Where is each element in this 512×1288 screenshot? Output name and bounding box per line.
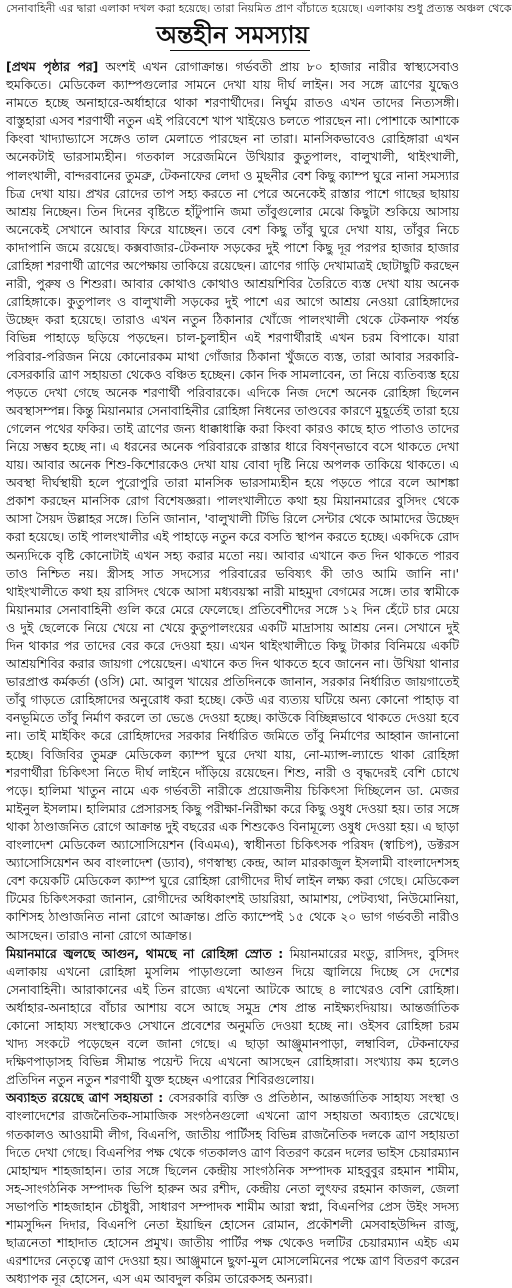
paragraph-2-text: মিয়ানমারের মংডু, রাসিদং, বুসিদং এলাকায় এখনো রোহিঙ্গা মুসলিম পাড়াগুলো আগুন দিয়ে জ্বালিয়ে দিচ্ছে সে দেশের সেনাবাহিনী। আরাকানের এই তিন রাজ্যে এখনো আটকে আছে ৪ লাখেরও বেশি রোহিঙ্গা। অর্ধাহার-অনাহারে বাঁচার আশায় বসে আছে সমুদ্র শেষ প্রান্ত নাইক্ষ্যংদিয়ায়। আন্তর্জাতিক কোনো সাহায্য সংস্থাকেও সেখানে প্রবেশের অনুমতি দেওয়া হচ্ছে না। ওইসব রোহিঙ্গা চরম খাদ্য সংকটে পড়েছেন বলে জানা গেছে। এ ছাড়া আঞ্জুমানপাড়া, লম্বাবিল, টেকনাফের দক্ষিণপাড়াসহ বিভিন্ন সীমান্ত পয়েন্ট দিয়ে এখনো আসছেন রোহিঙ্গারা। সংখ্যায় কম হলেও প্রতিদিন নতুন নতুন শরণার্থী যুক্ত হচ্ছেন এপারের শিবিরগুলোয়।: [6, 946, 459, 1088]
paragraph-3: [6, 1089, 459, 1288]
previous-article-continuation: সেনাবাহিনী এর দ্বারা এলাকা দখল করা হয়েছে। তারা নিয়মিত প্রাণ বাঁচাতে হয়েছে। এলাকায় শুধু প্রত্যন্ত অঞ্চল থেকে: [6, 2, 512, 15]
paragraph-3-text: বেসরকারি ব্যক্তি ও প্রতিষ্ঠান, আন্তর্জাতিক সাহায্য সংস্থা ও বাংলাদেশের রাজনৈতিক-সামাজিক সংগঠনগুলো এখনো ত্রাণ সহায়তা অব্যাহত রেখেছে। গতকালও আওয়ামী লীগ, বিএনপি, জাতীয় পার্টিসহ বিভিন্ন রাজনৈতিক দলকে ত্রাণ সহায়তা দিতে দেখা গেছে। বিএনপির পক্ষ থেকে গতকালও ত্রাণ বিতরণ করেন দলের ভাইস চেয়ারম্যান মোহাম্মদ শাহজাহান। তার সঙ্গে ছিলেন কেন্দ্রীয় সাংগঠনিক সম্পাদক মাহবুবুর রহমান শামীম, সহ-সাংগঠনিক সম্পাদক ভিপি হারুন অর রশীদ, কেন্দ্রীয় নেতা লুৎফর রহমান কাজল, জেলা সভাপতি শাহজাহান চৌধুরী, সাধারণ সম্পাদক শামীম আরা স্বপ্না, বিএনপির প্রেস উইং সদস্য শামসুদ্দিন দিদার, বিএনপি নেতা ইয়াছিন হোসেন রোমান, প্রকৌশলী মেসবাহউদ্দিন রাজু, ছাত্রনেতা শাহাদাত হোসেন প্রমুখ। জাতীয় পার্টির পক্ষ থেকেও দলটির চেয়ারম্যান এইচ এম এরশাদের নেতৃত্বে ত্রাণ দেওয়া হয়। আঞ্জুমানে ছুফা-মুল মোসলেমিনের পক্ষে ত্রাণ বিতরণ করেন অধ্যাপক নূর হোসেন, এস এম আবদুল করিম তারেকসহ অন্যরা।: [6, 1091, 459, 1287]
subhead-fire: মিয়ানমারে জ্বলছে আগুন, থামছে না রোহিঙ্গা স্রোত :: [6, 946, 284, 961]
paragraph-1: [6, 58, 459, 945]
article-body: [6, 58, 459, 1287]
article-headline: অন্তহীন সমস্যায়: [156, 20, 309, 49]
paragraph-1-text: অংশই এখন রোগাক্রান্ত। গর্ভবতী প্রায় ৮০ হাজার নারীর স্বাস্থ্যসেবাও হুমকিতে। মেডিকেল ক্যাম্পগুলোর সামনে দেখা যায় দীর্ঘ লাইন। সব সঙ্গে ত্রাণের যুদ্ধেও নামতে হচ্ছে অনাহারে-অর্ধাহারে থাকা শরণার্থীদের। নির্ঘুম রাতও এখন তাদের নিত্যসঙ্গী। বাস্তুহারা এসব শরণার্থী নতুন এই পরিবেশে খাপ খাইয়েও চলতে পারছেন না। পোশাকে আশাকে কিংবা খাদ্যাভ্যাসে সঙ্গেও তাল মেলাতে পারছেন না তারা। মানসিকভাবেও রোহিঙ্গারা এখন অনেকটাই ভারসাম্যহীন। গতকাল সরেজমিনে উখিয়ার কুতুপালং, বালুখালী, থাইংখালী, পালংখালী, বান্দরবানের তুমব্রু, টেকনাফের লেদা ও মুছনীর বেশ কিছু ক্যাম্প ঘুরে নানা সমস্যার চিত্র দেখা যায়। প্রখর রোদের তাপ সহ্য করতে না পেরে অনেকেই রাস্তার পাশে গাছের ছায়ায় আশ্রয় নিচ্ছেন। তিন দিনের বৃষ্টিতে হাঁটুপানি জমা তাঁবুগুলোর মেঝে কিছুটা শুকিয়ে আসায় অনেকেই সেখানে আবার ফিরে যাচ্ছেন। তবে বেশ কিছু তাঁবু ঘুরে দেখা যায়, তাঁবুর নিচে কাদাপানি জমে রয়েছে। কক্সবাজার-টেকনাফ সড়কের দুই পাশে কিছু দূর পরপর হাজার হাজার রোহিঙ্গা শরণার্থী ত্রাণের অপেক্ষায় তাকিয়ে রয়েছেন। ত্রাণের গাড়ি দেখামাত্রই ছোটাছুটি করছেন নারী, পুরুষ ও শিশুরা। আবার কোথাও কোথাও আশ্রয়শিবির তৈরিতে ব্যস্ত দেখা যায় অনেক রোহিঙ্গাকে। কুতুপালং ও বালুখালী সড়কের দুই পাশে এর আগে আশ্রয় নেওয়া রোহিঙ্গাদের উচ্ছেদ করা হয়েছে। তারাও এখন নতুন ঠিকানার খোঁজে পালংখালী থেকে টেকনাফ পর্যন্ত বিভিন্ন পাহাড়ে ছড়িয়ে পড়ছেন। চাল-চুলাহীন এই শরণার্থীরাই এখন চরম বিপাকে। যারা পরিবার-পরিজন নিয়ে কোনোরকম মাথা গোঁজার ঠিকানা খুঁজতে ব্যস্ত, তারা আবার সরকারি-বেসরকারি ত্রাণ সহায়তা থেকেও বঞ্চিত হচ্ছেন। কোন দিক সামলাবেন, তা নিয়ে ব্যতিব্যস্ত হয়ে পড়তে দেখা গেছে অনেক শরণার্থী পরিবারকে। এদিকে নিজ দেশে অনেক রোহিঙ্গা ছিলেন অবস্থাসম্পন্ন। কিন্তু মিয়ানমার সেনাবাহিনীর রোহিঙ্গা নিধনের তাণ্ডবের কারণে মুহূর্তেই তারা হয়ে গেলেন পথের ফকির। তাই ত্রাণের জন্য ধাক্কাধাক্কি করা কিংবা কারও কাছে হাত পাতাও তাদের নিয়ে সম্ভব হচ্ছে না। এ ধরনের অনেক পরিবারকে রাস্তার ধারে বিষণ্নভাবে বসে থাকতে দেখা যায়। আবার অনেক শিশু-কিশোরকেও দেখা যায় বোবা দৃষ্টি নিয়ে অপলক তাকিয়ে থাকতে। এ অবস্থা দীর্ঘস্থায়ী হলে পুরোপুরি তারা মানসিক ভারসাম্যহীন হয়ে পড়তে পারে বলে আশঙ্কা প্রকাশ করছেন মানসিক রোগ বিশেষজ্ঞরা। পালংখালীতে কথা হয় মিয়ানমারের বুসিদং থেকে আসা সৈয়দ উল্লাহর সঙ্গে। তিনি জানান, 'বালুখালী টিভি রিলে সেন্টার থেকে আমাদের উচ্ছেদ করা হয়েছে। তাই পালংখালীর এই পাহাড়ে নতুন করে বসতি স্থাপন করতে হচ্ছে। একদিকে রোদ অন্যদিকে বৃষ্টি কোনোটাই এখন সহ্য করার মতো নয়। আবার এখানে কত দিন থাকতে পারব তাও নিশ্চিত নয়। স্ত্রীসহ সাত সদস্যের পরিবারের ভবিষ্যৎ কী তাও আমি জানি না।' থাইংখালীতে কথা হয় রাসিদং থেকে আসা মধ্যবয়স্কা নারী মাহমুদা বেগমের সঙ্গে। তার স্বামীকে মিয়ানমার সেনাবাহিনী গুলি করে মেরে ফেলেছে। প্রতিবেশীদের সঙ্গে ১২ দিন হেঁটে চার মেয়ে ও দুই ছেলেকে নিয়ে খেয়ে না খেয়ে কুতুপালংয়ের একটি মাদ্রাসায় আশ্রয় নেন। সেখানে দুই দিন থাকার পর তাদের বের করে দেওয়া হয়। এখন থাইংখালীতে কিছু টাকার বিনিময়ে একটি আশ্রয়শিবির করার জায়গা পেয়েছেন। এখানে কত দিন থাকতে হবে জানেন না। উখিয়া থানার ভারপ্রাপ্ত কর্মকর্তা (ওসি) মো. আবুল খায়ের প্রতিদিনকে জানান, সরকার নির্ধারিত জায়গাতেই তাঁবু গাড়তে রোহিঙ্গাদের অনুরোধ করা হচ্ছে। কেউ এর ব্যত্যয় ঘটিয়ে অন্য কোনো পাহাড় বা বনভূমিতে তাঁবু নির্মাণ করলে তা ভেঙে দেওয়া হচ্ছে। কাউকে বিচ্ছিন্নভাবে থাকতে দেওয়া হবে না। তাই মাইকিং করে রোহিঙ্গাদের সরকার নির্ধারিত জমিতে তাঁবু নির্মাণের আহ্বান জানানো হচ্ছে। বিজিবির তুমব্রু মেডিকেল ক্যাম্প ঘুরে দেখা যায়, নো-ম্যান্স-ল্যান্ডে থাকা রোহিঙ্গা শরণার্থীরা চিকিৎসা নিতে দীর্ঘ লাইনে দাঁড়িয়ে রয়েছেন। শিশু, নারী ও বৃদ্ধদেরই বেশি চোখে পড়ে। হালিমা খাতুন নামে এক গর্ভবতী নারীকে প্রয়োজনীয় চিকিৎসা দিচ্ছিলেন ডা. মেজর মাইনুল ইসলাম। হালিমার প্রেসারসহ কিছু পরীক্ষা-নিরীক্ষা করে কিছু ওষুধ দেওয়া হয়। তার সঙ্গে থাকা ঠাণ্ডাজনিত রোগে আক্রান্ত দুই বছরের এক শিশুকেও বিনামূল্যে ওষুধ দেওয়া হয়। এ ছাড়া বাংলাদেশ মেডিকেল অ্যাসোসিয়েশন (বিএমএ), স্বাধীনতা চিকিৎসক পরিষদ (স্বাচিপ), ডক্টরস অ্যাসোসিয়েশন অব বাংলাদেশ (ড্যাব), গণস্বাস্থ্য কেন্দ্র, আল মারকাজুল ইসলামী বাংলাদেশসহ বেশ কয়েকটি মেডিকেল ক্যাম্প ঘুরে রোহিঙ্গা রোগীদের দীর্ঘ লাইন লক্ষ্য করা গেছে। মেডিকেল টিমের চিকিৎসকরা জানান, রোগীদের অধিকাংশই ডায়রিয়া, আমাশয়, পেটব্যথা, নিউমোনিয়া, কাশিসহ ঠাণ্ডাজনিত নানা রোগে আক্রান্ত। প্রতি ক্যাম্পেই ১৫ থেকে ২০ ভাগ গর্ভবতী নারীও আসছেন। তারাও নানা রোগে আক্রান্ত।: [6, 60, 459, 943]
paragraph-2: [6, 945, 459, 1090]
jump-label: [প্রথম পৃষ্ঠার পর]: [6, 60, 99, 74]
subhead-relief: অব্যাহত রয়েছে ত্রাণ সহায়তা :: [6, 1091, 164, 1106]
